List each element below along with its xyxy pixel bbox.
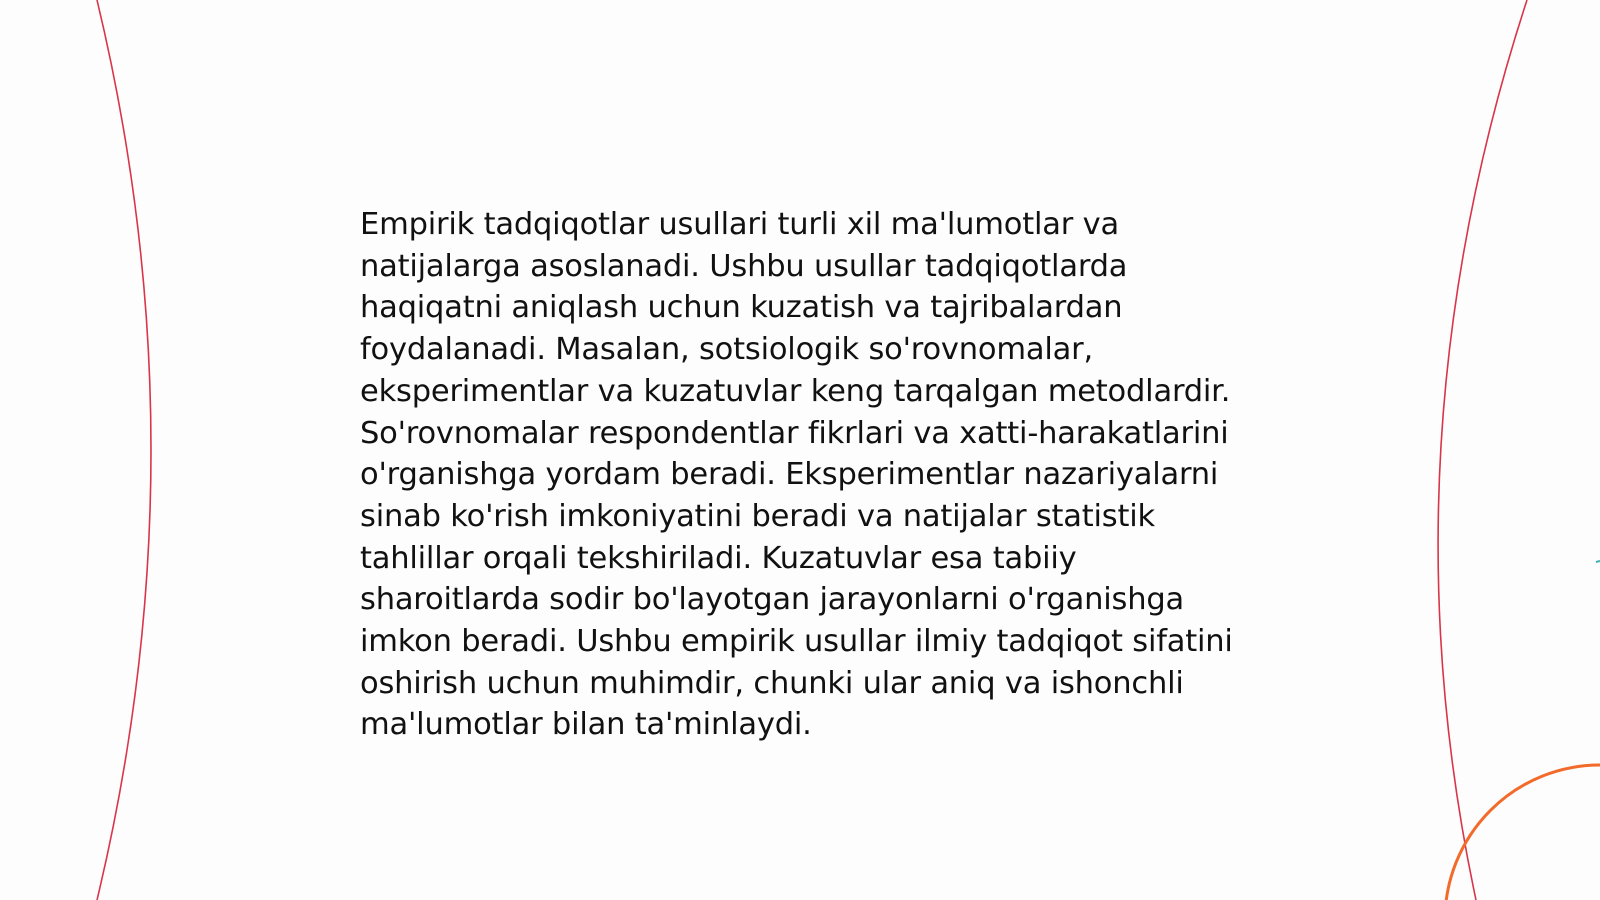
teal-accent-mark	[1596, 561, 1600, 562]
orange-accent-circle	[1445, 765, 1600, 900]
right-arc-line	[1438, 0, 1527, 900]
left-arc-line	[97, 0, 151, 900]
slide-body-text: Empirik tadqiqotlar usullari turli xil ma'lumotlar va natijalarga asoslanadi. Ushbu usullar tadqiqotlarda haqiqatni aniqlash uchun kuzatish va tajribalardan foydalanadi. Masalan, sotsiologik so'rovnomalar, eksperimentlar va kuzatuvlar keng tarqalgan metodlardir. So'rovnomalar respondentlar fikrlari va xatti-harakatlarini o'rganishga yordam beradi. Eksperimentlar nazariyalarni sinab ko'rish imkoniyatini beradi va natijalar statistik tahlillar orqali tekshiriladi. Kuzatuvlar esa tabiiy sharoitlarda sodir bo'layotgan jarayonlarni o'rganishga imkon beradi. Ushbu empirik usullar ilmiy tadqiqot sifatini oshirish uchun muhimdir, chunki ular aniq va ishonchli ma'lumotlar bilan ta'minlaydi.	[360, 207, 1233, 743]
